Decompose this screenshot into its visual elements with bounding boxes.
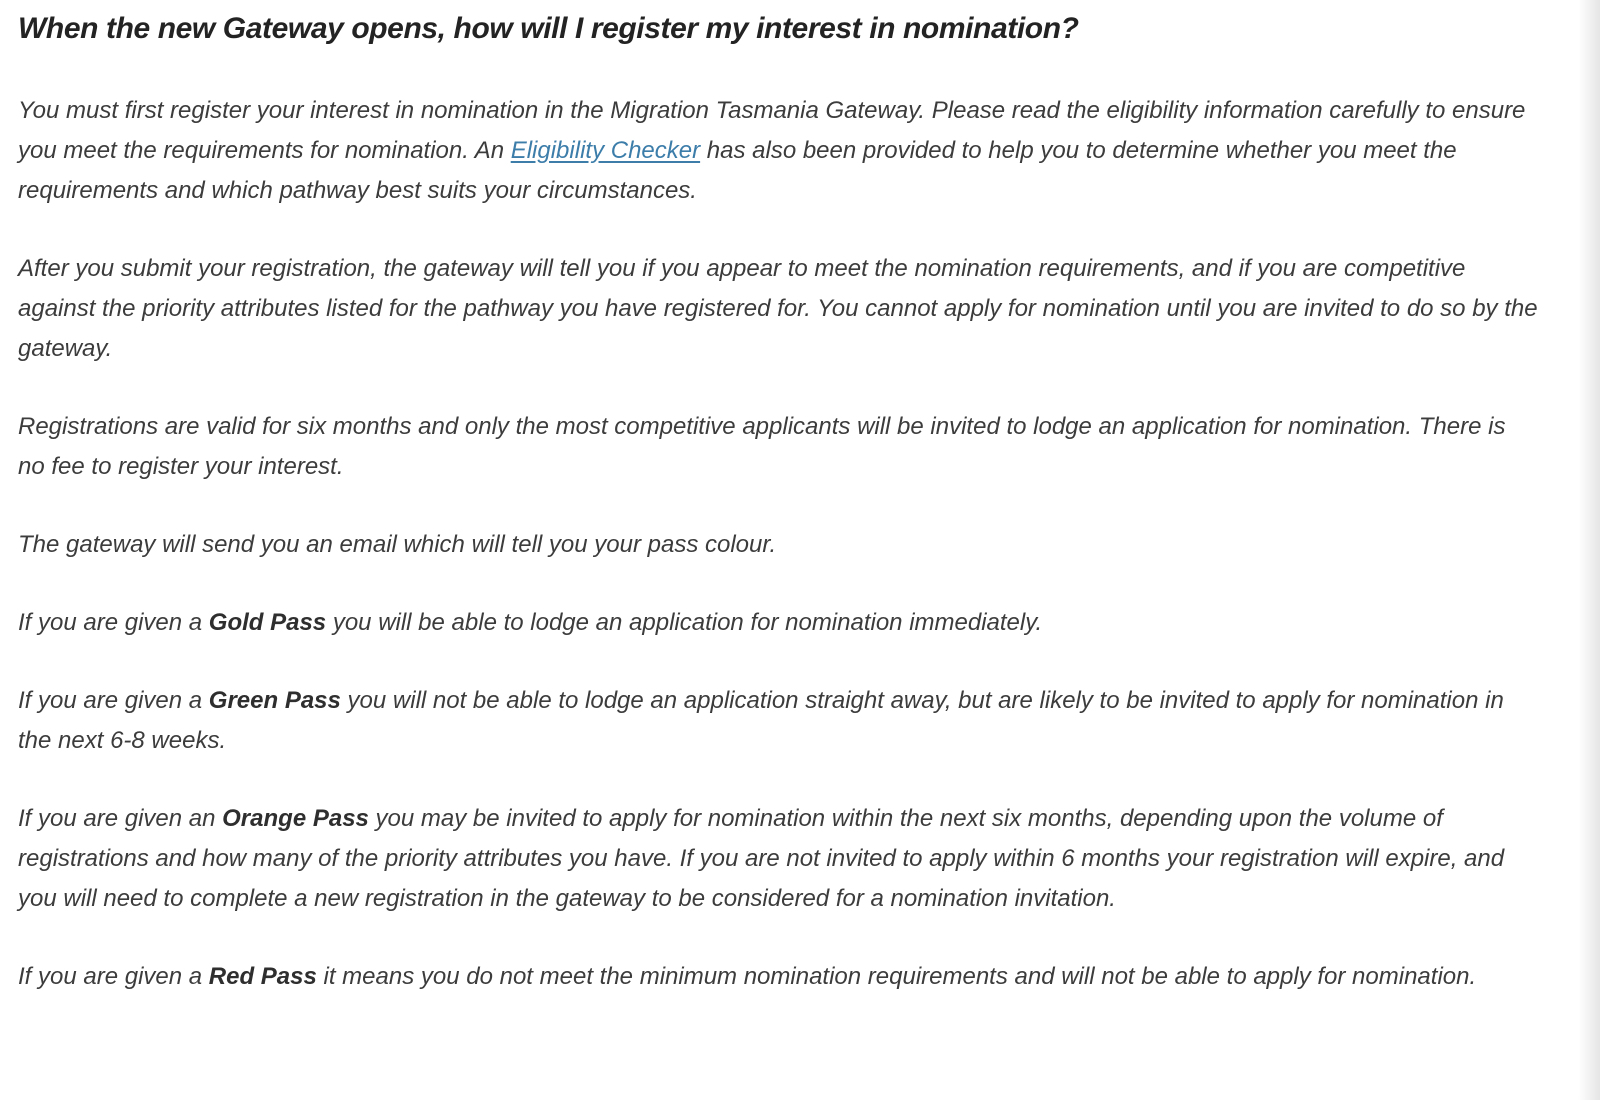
paragraph bbox=[18, 957, 1538, 997]
text-run: you may be invited to apply for nomination within the next six months, depending upon the volume of registrations and how many of the priority attributes you have. If you are not invited to apply within 6 months your registration will expire, and you will need to complete a new registration in the gateway to be considered for a nomination invitation. bbox=[18, 804, 1505, 912]
text-run: If you are given a bbox=[18, 686, 209, 714]
text-run: you will be able to lodge an application for nomination immediately. bbox=[326, 608, 1043, 636]
paragraph bbox=[18, 681, 1538, 761]
pass-name: Red Pass bbox=[208, 962, 317, 990]
text-run: you will not be able to lodge an application straight away, but are likely to be invited to apply for nomination in the next 6-8 weeks. bbox=[18, 686, 1504, 754]
paragraph bbox=[18, 407, 1538, 487]
paragraph bbox=[18, 799, 1538, 919]
text-run: You must first register your interest in nomination in the Migration Tasmania Gateway. Please read the eligibility information carefully to ensure you meet the requirements for nomination. An bbox=[18, 96, 1526, 164]
paragraph bbox=[18, 249, 1538, 369]
text-run: If you are given a bbox=[18, 608, 209, 636]
paragraph bbox=[18, 91, 1538, 211]
pass-name: Orange Pass bbox=[222, 804, 369, 832]
eligibility-checker-link[interactable]: Eligibility Checker bbox=[510, 136, 701, 164]
text-run: Registrations are valid for six months and only the most competitive applicants will be invited to lodge an application for nomination. There is no fee to register your interest. bbox=[18, 412, 1506, 480]
text-run: If you are given a bbox=[18, 962, 209, 990]
paragraph bbox=[18, 603, 1538, 643]
text-run: has also been provided to help you to determine whether you meet the requirements and which pathway best suits your circumstances. bbox=[18, 136, 1457, 204]
paragraph bbox=[18, 525, 1538, 565]
pass-name: Gold Pass bbox=[208, 608, 327, 636]
text-run: After you submit your registration, the gateway will tell you if you appear to meet the nomination requirements, and if you are competitive against the priority attributes listed for the pathway you have registered for. You cannot apply for nomination until you are invited to do so by the gateway. bbox=[18, 254, 1538, 362]
text-run: The gateway will send you an email which will tell you your pass colour. bbox=[18, 530, 777, 558]
page-title: When the new Gateway opens, how will I register my interest in nomination? bbox=[18, 12, 1079, 45]
text-run: it means you do not meet the minimum nomination requirements and will not be able to apply for nomination. bbox=[316, 962, 1477, 990]
text-run: If you are given an bbox=[18, 804, 223, 832]
pass-name: Green Pass bbox=[208, 686, 341, 714]
faq-body bbox=[18, 91, 1538, 997]
